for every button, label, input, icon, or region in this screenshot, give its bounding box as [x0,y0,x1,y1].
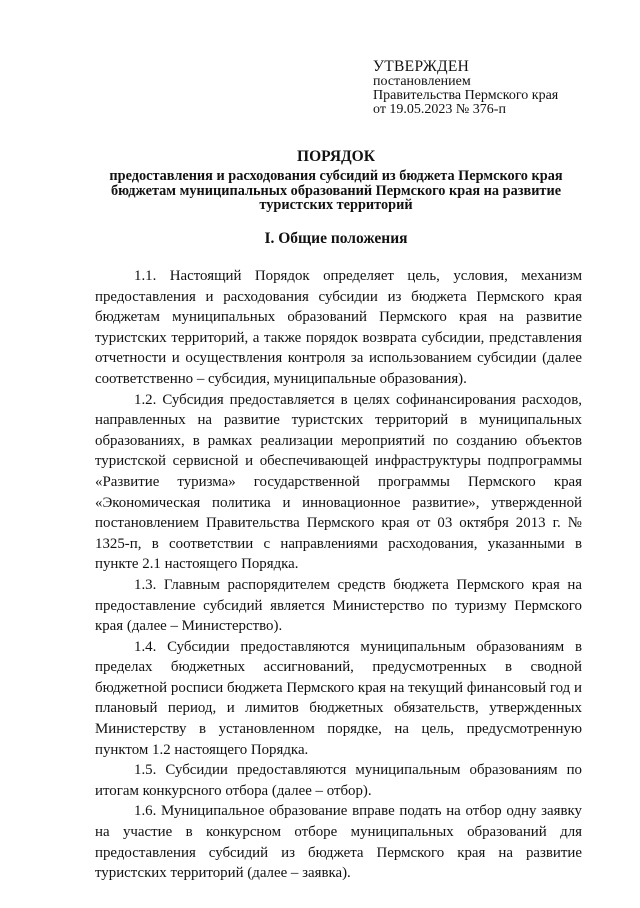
approval-stamp: УТВЕРЖДЕН [373,58,470,75]
approval-block [373,58,613,117]
document-subtitle: предоставления и расходования субсидий из бюджета Пермского края бюджетам муниципальных образований Пермского края на развитие туристских территорий [109,168,563,214]
approval-line-1: постановлением [373,74,471,89]
document-body [95,266,582,884]
paragraph-1-5: 1.5. Субсидии предоставляются муниципальным образованиям по итогам конкурсного отбора (далее – отбор). [95,762,582,799]
paragraph-1-2: 1.2. Субсидия предоставляется в целях софинансирования расходов, направленных на развитие туристских территорий в муниципальных образованиях, в рамках реализации мероприятий по созданию объектов туристской сервисной и обеспечивающей инфраструктуры подпрограммы «Развитие туризма» государственной программы Пермского края «Экономическая политика и инновационное развитие», утвержденной постановлением Правительства Пермского края от 03 октября 2013 г. № 1325-п, в соответствии с направлениями расходования, указанными в пункте 2.1 настоящего Порядка. [95,391,582,573]
paragraph-1-4: 1.4. Субсидии предоставляются муниципальным образованиям в пределах бюджетных ассигнований, предусмотренных в сводной бюджетной росписи бюджета Пермского края на текущий финансовый год и плановый период, и лимитов бюджетных обязательств, утвержденных Министерству в установленном порядке, на цель, предусмотренную пунктом 1.2 настоящего Порядка. [95,638,582,758]
paragraph-1-6: 1.6. Муниципальное образование вправе подать на отбор одну заявку на участие в конкурсном отборе муниципальных образований для предоставления субсидий из бюджета Пермского края на развитие туристских территорий (далее – заявка). [95,803,582,882]
section-title: I. Общие положения [264,230,408,247]
approval-line-3: от 19.05.2023 № 376-п [373,102,506,117]
paragraph-1-1: 1.1. Настоящий Порядок определяет цель, условия, механизм предоставления и расходования субсидии из бюджета Пермского края бюджетам муниципальных образований Пермского края на развитие туристских территорий, а также порядок возврата субсидии, представления отчетности и осуществления контроля за использованием субсидии (далее соответственно – субсидия, муниципальные образования). [95,268,582,387]
paragraph-1-3: 1.3. Главным распорядителем средств бюджета Пермского края на предоставление субсидий является Министерство по туризму Пермского края (далее – Министерство). [95,576,582,635]
document-title: ПОРЯДОК [297,148,375,165]
approval-line-2: Правительства Пермского края [373,88,559,103]
